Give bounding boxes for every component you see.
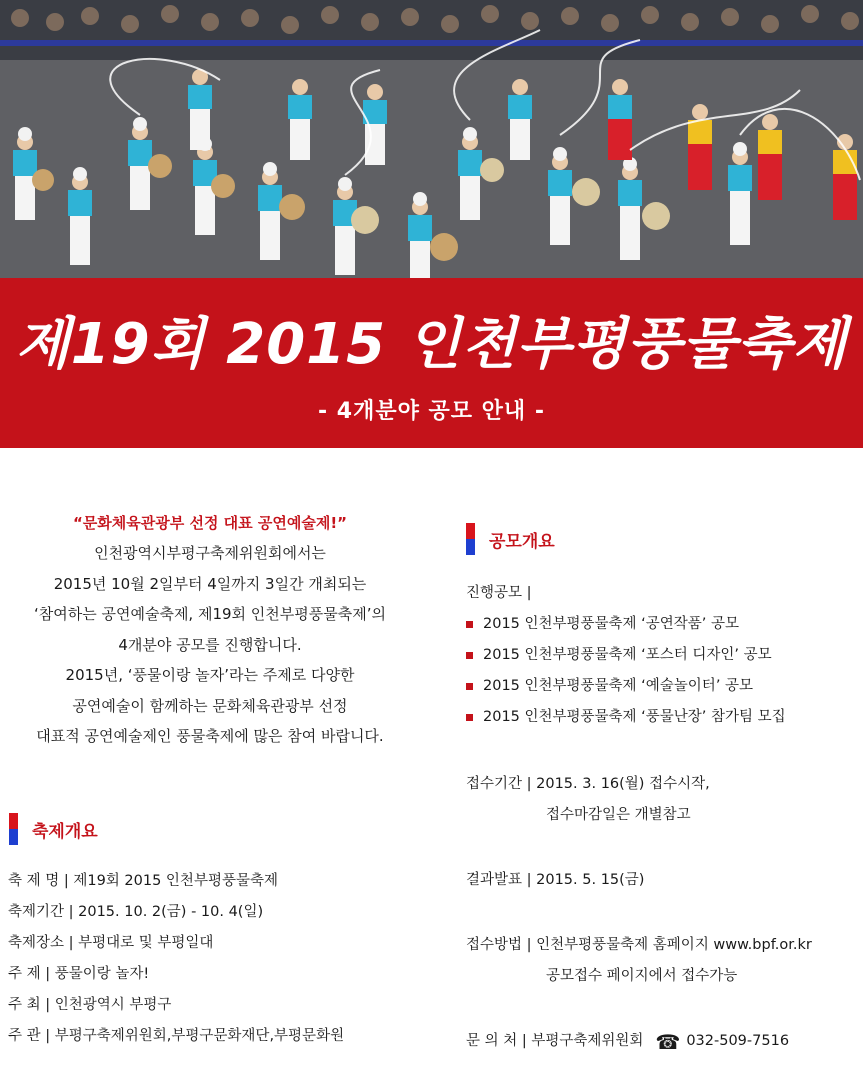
title-banner (0, 278, 863, 448)
intro-quote: “문화체육관광부 선정 대표 공연예술제!” (72, 514, 348, 532)
contest-item: 2015 인천부평풍물축제 ‘풍물난장’ 참가팀 모집 (466, 702, 861, 733)
festival-organizer-row: 주 관 | 부평구축제위원회,부평구문화재단,부평문화원 (8, 1028, 345, 1044)
festival-period-row: 축제기간 | 2015. 10. 2(금) - 10. 4(일) (8, 904, 264, 920)
hero-photo (0, 0, 863, 278)
festival-heading-label: 축제개요 (32, 821, 98, 842)
intro-line: 인천광역시부평구축제위원회에서는 (94, 544, 326, 562)
contest-item: 2015 인천부평풍물축제 ‘예술놀이터’ 공모 (466, 671, 861, 702)
festival-host-row: 주 최 | 인천광역시 부평구 (8, 997, 172, 1013)
parade-illustration (0, 0, 863, 278)
result-line: 결과발표 | 2015. 5. 15(금) (466, 872, 645, 888)
section-marker (466, 523, 475, 555)
method-note: 공모접수 페이지에서 접수가능 (546, 968, 738, 984)
telephone-icon: ☎ (655, 1029, 681, 1054)
contest-overview-heading (466, 523, 555, 555)
festival-name-row: 축 제 명 | 제19회 2015 인천부평풍물축제 (8, 873, 278, 889)
contact-label: 문 의 처 | 부평구축제위원회 (466, 1033, 644, 1049)
intro-line: 4개분야 공모를 진행합니다. (118, 635, 302, 654)
intro-line: 대표적 공연예술제인 풍물축제에 많은 참여 바랍니다. (36, 727, 384, 745)
intro-line: 2015년, ‘풍물이랑 놀자’라는 주제로 다양한 (65, 666, 355, 684)
festival-info (8, 866, 438, 1052)
intro-line: 공연예술이 함께하는 문화체육관광부 선정 (72, 696, 348, 715)
bullet-icon (466, 652, 473, 659)
festival-theme-row: 주 제 | 풍물이랑 놀자! (8, 966, 150, 982)
festival-title: 제19회 2015 인천부평풍물축제 (15, 312, 848, 377)
festival-venue-row: 축제장소 | 부평대로 및 부평일대 (8, 935, 214, 951)
contest-item: 2015 인천부평풍물축제 ‘포스터 디자인’ 공모 (466, 640, 861, 671)
progress-label: 진행공모 | (466, 585, 532, 601)
contest-item: 2015 인천부평풍물축제 ‘공연작품’ 공모 (466, 609, 861, 640)
bullet-icon (466, 714, 473, 721)
intro-line: ‘참여하는 공연예술축제, 제19회 인천부평풍물축제’의 (34, 605, 386, 623)
contact-row (466, 1026, 861, 1057)
period-note: 접수마감일은 개별참고 (546, 807, 691, 823)
contest-heading-label: 공모개요 (489, 531, 555, 552)
banner-subtitle: - 4개분야 공모 안내 - (318, 399, 545, 424)
period-line: 접수기간 | 2015. 3. 16(월) 접수시작, (466, 776, 710, 792)
intro-line: 2015년 10월 2일부터 4일까지 3일간 개최되는 (53, 574, 367, 593)
method-line: 접수방법 | 인천부평풍물축제 홈페이지 www.bpf.or.kr (466, 937, 812, 953)
bullet-icon (466, 683, 473, 690)
bullet-icon (466, 621, 473, 628)
section-marker (9, 813, 18, 845)
phone-number: 032-509-7516 (686, 1033, 790, 1049)
intro-block (0, 508, 420, 752)
contest-details (466, 578, 861, 1057)
festival-overview-heading (9, 813, 98, 845)
